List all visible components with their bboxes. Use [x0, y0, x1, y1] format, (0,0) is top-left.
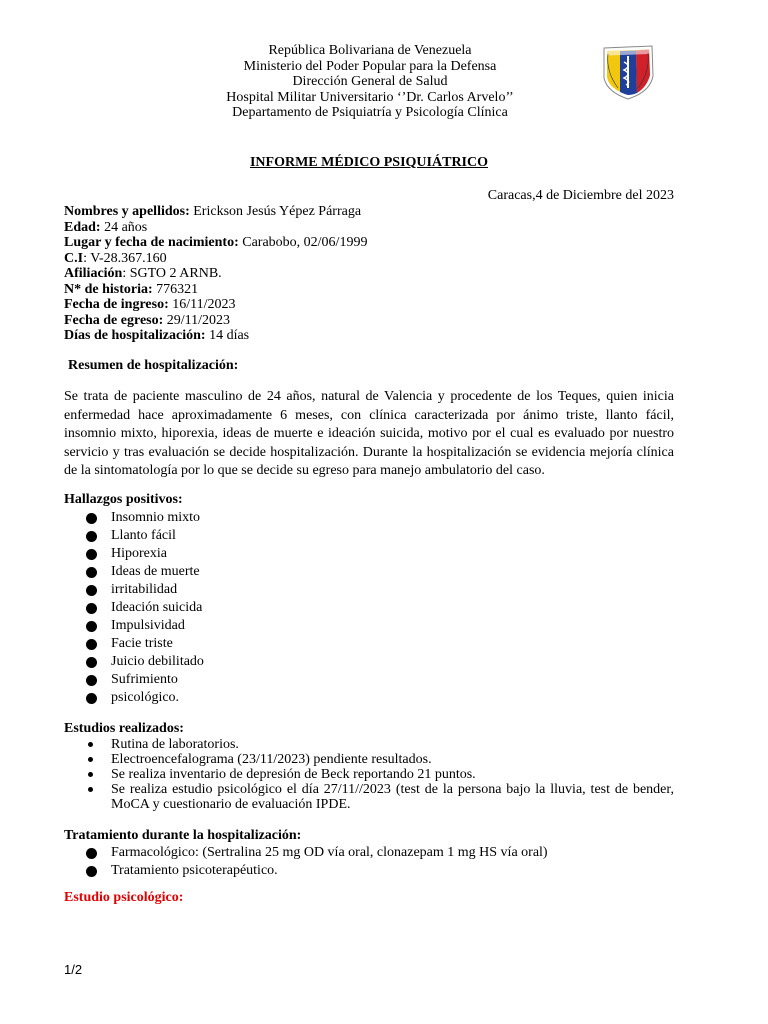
header-line-direction: Dirección General de Salud: [292, 74, 448, 89]
bullet-icon: [86, 567, 97, 578]
findings-heading: Hallazgos positivos:: [64, 492, 183, 507]
psych-study-heading: Estudio psicológico:: [64, 890, 184, 905]
bullet-icon: [86, 848, 97, 859]
patient-info: [64, 204, 367, 344]
bullet-icon: [86, 621, 97, 632]
bullet-icon: [86, 549, 97, 560]
list-item: Hiporexia: [86, 545, 204, 563]
bullet-icon: [86, 639, 97, 650]
list-item: Insomnio mixto: [86, 509, 204, 527]
list-item: psicológico.: [86, 689, 204, 707]
bullet-icon: [86, 585, 97, 596]
field-age: Edad: 24 años: [64, 219, 148, 235]
list-item: Se realiza estudio psicológico el día 27/11//2023 (test de la persona bajo la lluvia, test de bender, MoCA y cuestionario de evaluación IPDE.: [86, 782, 674, 812]
list-item: Se realiza inventario de depresión de Beck reportando 21 puntos.: [86, 767, 674, 782]
header-line-republic: República Bolivariana de Venezuela: [268, 43, 472, 58]
bullet-icon: [86, 657, 97, 668]
findings-list: [86, 509, 204, 707]
field-discharge-date: Fecha de egreso: 29/11/2023: [64, 312, 231, 328]
list-item: Ideación suicida: [86, 599, 204, 617]
treatment-heading: Tratamiento durante la hospitalización:: [64, 828, 302, 843]
treatment-list: [86, 844, 548, 880]
bullet-icon: [88, 742, 93, 747]
list-item: Rutina de laboratorios.: [86, 737, 674, 752]
hospital-shield-emblem-icon: [598, 42, 658, 102]
bullet-icon: [86, 693, 97, 704]
summary-heading: Resumen de hospitalización:: [68, 358, 239, 373]
list-item: Juicio debilitado: [86, 653, 204, 671]
list-item: Electroencefalograma (23/11/2023) pendiente resultados.: [86, 752, 674, 767]
studies-list: [86, 737, 674, 812]
bullet-icon: [88, 757, 93, 762]
list-item: Sufrimiento: [86, 671, 204, 689]
bullet-icon: [88, 787, 93, 792]
list-item: Ideas de muerte: [86, 563, 204, 581]
list-item: Tratamiento psicoterapéutico.: [86, 862, 548, 880]
list-item: Llanto fácil: [86, 527, 204, 545]
studies-heading: Estudios realizados:: [64, 721, 184, 736]
bullet-icon: [86, 513, 97, 524]
page-number: 1/2: [64, 962, 83, 977]
report-title: INFORME MÉDICO PSIQUIÁTRICO: [249, 155, 488, 170]
bullet-icon: [86, 866, 97, 877]
bullet-icon: [86, 675, 97, 686]
field-hospital-days: Días de hospitalización: 14 días: [64, 328, 250, 343]
field-affiliation: Afiliación: SGTO 2 ARNB.: [64, 266, 222, 281]
bullet-icon: [86, 531, 97, 542]
list-item: Facie triste: [86, 635, 204, 653]
list-item: irritabilidad: [86, 581, 204, 599]
bullet-icon: [88, 772, 93, 777]
report-date: Caracas,4 de Diciembre del 2023: [487, 188, 674, 203]
field-birth: Lugar y fecha de nacimiento: Carabobo, 02/06/1999: [64, 235, 368, 250]
summary-text: Se trata de paciente masculino de 24 años, natural de Valencia y procedente de los Teques, quien inicia enfermedad hace aproximadamente 6 meses, con clínica caracterizada por ánimo triste, llanto fácil, insomnio mixto, hiporexia, ideas de muerte e ideación suicida, motivo por el cual es evaluado por nuestro servicio y tras evaluación se decide hospitalización. Durante la hospitalización se evidencia mejoría clínica de la sintomatología por lo que se decide su egreso para manejo ambulatorio del caso.: [64, 389, 674, 478]
list-item: Farmacológico: (Sertralina 25 mg OD vía oral, clonazepam 1 mg HS vía oral): [86, 844, 548, 862]
field-admission-date: Fecha de ingreso: 16/11/2023: [64, 297, 236, 312]
header-line-department: Departamento de Psiquiatría y Psicología Clínica: [232, 105, 508, 120]
field-history-number: N* de historia: 776321: [64, 281, 199, 297]
list-item: Impulsividad: [86, 617, 204, 635]
letterhead: [170, 43, 570, 121]
field-ci: C.I: V-28.367.160: [64, 250, 167, 266]
field-name: Nombres y apellidos: Erickson Jesús Yépez Párraga: [64, 204, 362, 219]
bullet-icon: [86, 603, 97, 614]
header-line-ministry: Ministerio del Poder Popular para la Defensa: [243, 58, 497, 74]
header-line-hospital: Hospital Militar Universitario ‘’Dr. Carlos Arvelo’’: [226, 89, 514, 105]
